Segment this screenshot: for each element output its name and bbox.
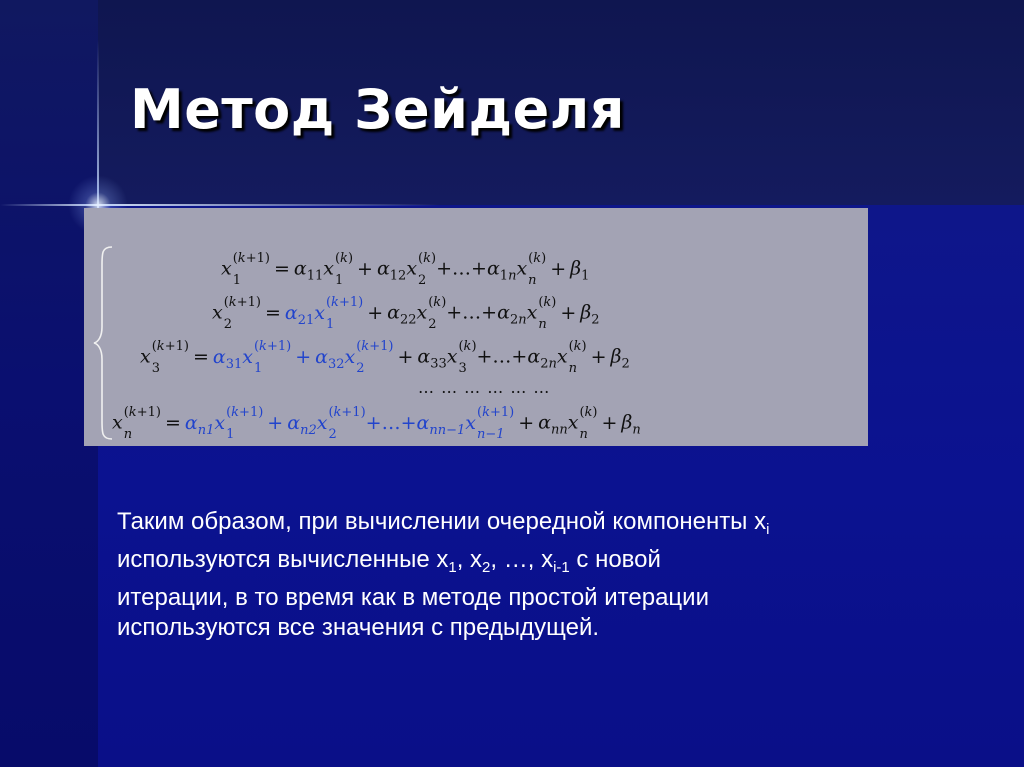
slide-title: Метод Зейделя: [130, 78, 625, 141]
equation-row-n: x (k+1) n = $\alpha_{n1}x$ (k+1) 1 + $\alpha_{n2}x$ (k+1) 2 $+\dots+\alpha_{nn-1}x$ (k+1) n−1 + $\alpha_{nn}x$ (k) n + $\beta_n$: [112, 405, 641, 442]
equation-row-3: x (k+1) 3 = $\alpha_{31}x$ (k+1) 1 + $\alpha_{32}x$ (k+1) 2 + $\alpha_{33}x$ (k) 3 $+\dots+\alpha_{2n}x$ (k) n + $\beta_2$: [140, 339, 630, 376]
system-brace: [92, 245, 114, 441]
horizontal-glow-line: [0, 204, 440, 206]
text-line-3: итерации, в то время как в методе простой итерации: [117, 584, 709, 611]
explanation-text: [117, 507, 917, 643]
text-line-2: используются вычисленные $x_1$, $x_2$, …, $x_{i-1}$ с новой: [117, 546, 661, 576]
equation-row-1: x (k+1) 1 = $\alpha_{11}x$ (k) 1 + $\alpha_{12}x$ (k) 2 $+\dots+\alpha_{1n}x$ (k) n + $\beta_1$: [221, 251, 590, 288]
ellipsis-row: … … … … … …: [418, 378, 551, 397]
text-line-1: Таким образом, при вычислении очередной компоненты $x_i$: [117, 508, 770, 538]
equation-row-2: x (k+1) 2 = $\alpha_{21}x$ (k+1) 1 + $\alpha_{22}x$ (k) 2 $+\dots+\alpha_{2n}x$ (k) n + $\beta_2$: [212, 295, 600, 332]
text-line-4: используются все значения с предыдущей.: [117, 614, 600, 641]
